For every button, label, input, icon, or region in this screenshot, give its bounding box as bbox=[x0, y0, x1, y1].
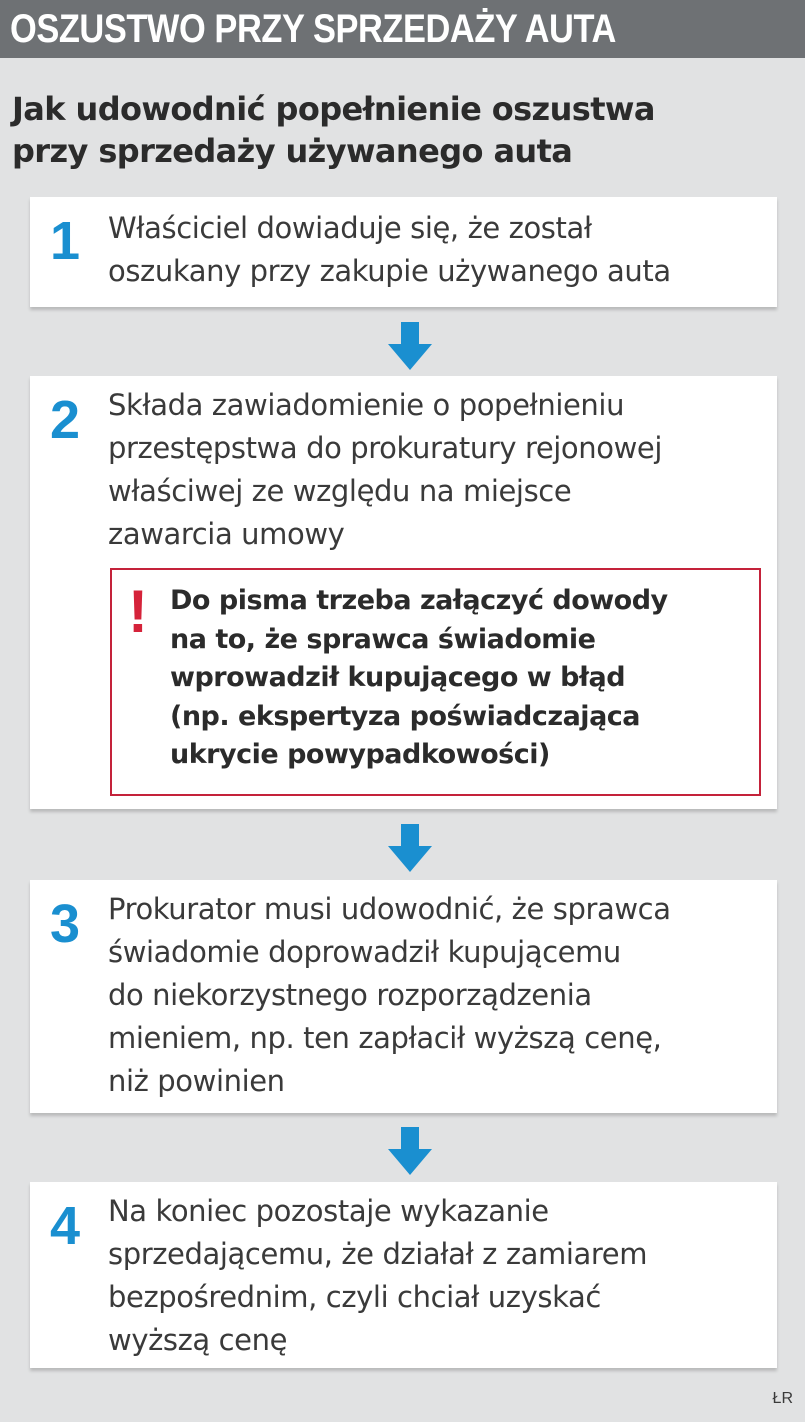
step-3-line: mieniem, np. ten zapłacił wyższą cenę, bbox=[108, 1021, 662, 1055]
step-4-line: bezpośrednim, czyli chciał uzyskać bbox=[108, 1280, 601, 1314]
step-3-text bbox=[108, 888, 763, 1103]
step-2-number: 2 bbox=[50, 390, 81, 450]
step-3-line: Prokurator musi udowodnić, że sprawca bbox=[108, 892, 671, 926]
step-2-line: przestępstwa do prokuratury rejonowej bbox=[108, 431, 663, 465]
warning-line: (np. ekspertyza poświadczająca bbox=[170, 700, 641, 732]
page-title: OSZUSTWO PRZY SPRZEDAŻY AUTA bbox=[10, 7, 616, 51]
header-bar bbox=[0, 0, 805, 58]
arrow-down-icon bbox=[388, 322, 432, 372]
author-credit: ŁR bbox=[772, 1390, 793, 1407]
step-1-box bbox=[30, 197, 777, 307]
warning-text bbox=[170, 582, 760, 775]
step-1-text bbox=[108, 207, 763, 293]
subtitle-line-2: przy sprzedaży używanego auta bbox=[12, 132, 573, 170]
step-4-line: Na koniec pozostaje wykazanie bbox=[108, 1194, 549, 1228]
step-2-text bbox=[108, 384, 763, 556]
step-1-line: oszukany przy zakupie używanego auta bbox=[108, 254, 671, 288]
warning-box bbox=[110, 568, 761, 796]
step-2-box bbox=[30, 376, 777, 809]
step-3-line: niż powinien bbox=[108, 1064, 285, 1098]
warning-line: na to, że sprawca świadomie bbox=[170, 623, 596, 655]
warning-line: ukrycie powypadkowości) bbox=[170, 739, 550, 770]
step-1-number: 1 bbox=[50, 211, 81, 271]
step-3-number: 3 bbox=[50, 894, 81, 954]
step-4-box bbox=[30, 1182, 777, 1368]
step-3-line: świadomie doprowadził kupującemu bbox=[108, 935, 621, 969]
step-3-box bbox=[30, 880, 777, 1113]
exclamation-icon: ! bbox=[128, 578, 148, 645]
step-2-line: zawarcia umowy bbox=[108, 517, 345, 551]
step-4-line: wyższą cenę bbox=[108, 1323, 288, 1357]
step-4-line: sprzedającemu, że działał z zamiarem bbox=[108, 1237, 648, 1271]
step-2-line: Składa zawiadomienie o popełnieniu bbox=[108, 388, 625, 422]
step-4-text bbox=[108, 1190, 763, 1362]
step-2-line: właściwej ze względu na miejsce bbox=[108, 474, 572, 508]
step-1-line: Właściciel dowiaduje się, że został bbox=[108, 211, 592, 245]
step-3-line: do niekorzystnego rozporządzenia bbox=[108, 978, 592, 1012]
subtitle-line-1: Jak udowodnić popełnienie oszustwa bbox=[12, 90, 655, 128]
arrow-down-icon bbox=[388, 824, 432, 874]
arrow-down-icon bbox=[388, 1127, 432, 1177]
warning-line: wprowadził kupującego w błąd bbox=[170, 662, 626, 693]
warning-line: Do pisma trzeba załączyć dowody bbox=[170, 585, 668, 616]
subtitle bbox=[12, 88, 792, 172]
step-4-number: 4 bbox=[50, 1196, 81, 1256]
